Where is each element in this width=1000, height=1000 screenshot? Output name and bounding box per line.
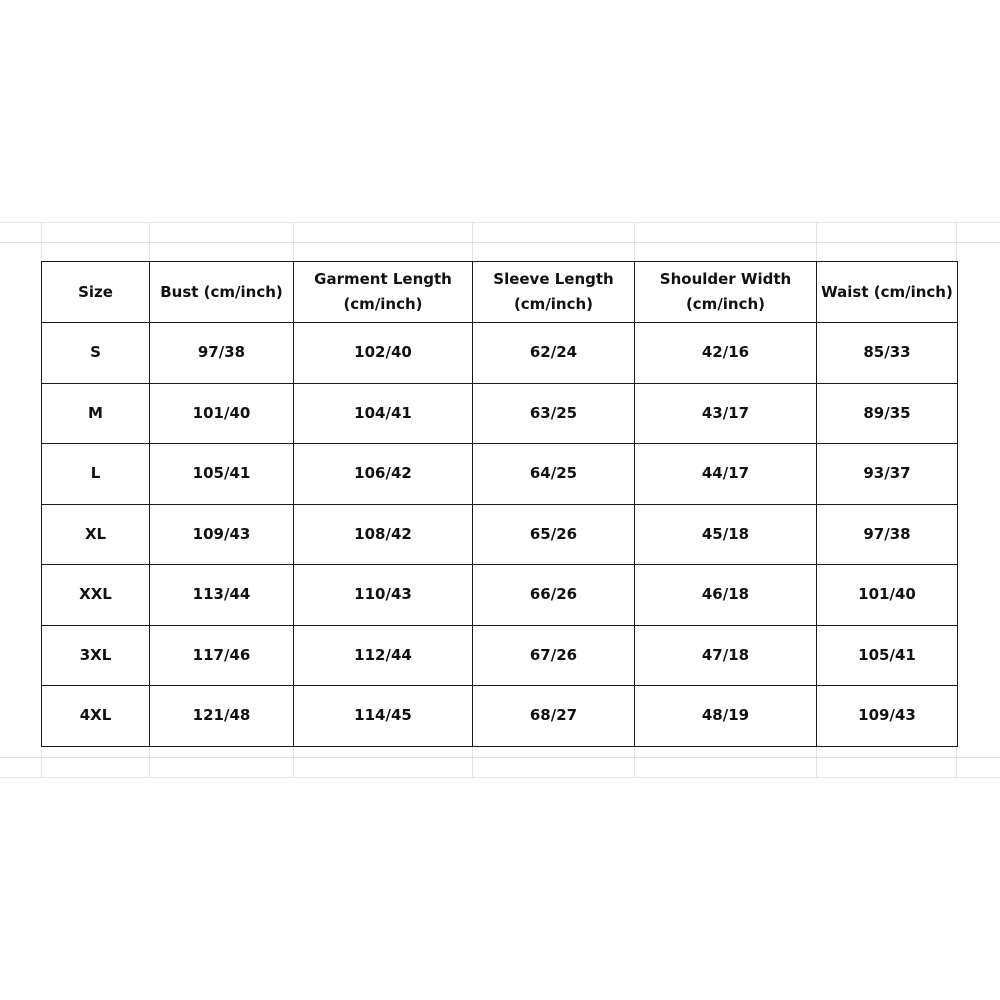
cell-size: M — [42, 383, 150, 444]
table-body — [42, 323, 958, 747]
cell-sleeve-length: 66/26 — [473, 565, 635, 626]
cell-bust: 113/44 — [150, 565, 294, 626]
cell-shoulder-width: 42/16 — [635, 323, 817, 384]
cell-garment-length: 106/42 — [294, 444, 473, 505]
column-header-shoulder-width: Shoulder Width (cm/inch) — [635, 262, 817, 323]
grid-line — [0, 777, 1000, 778]
cell-sleeve-length: 64/25 — [473, 444, 635, 505]
cell-garment-length: 114/45 — [294, 686, 473, 747]
cell-garment-length: 110/43 — [294, 565, 473, 626]
cell-size: S — [42, 323, 150, 384]
table-row — [42, 504, 958, 565]
cell-waist: 85/33 — [817, 323, 958, 384]
cell-bust: 117/46 — [150, 625, 294, 686]
cell-waist: 109/43 — [817, 686, 958, 747]
cell-waist: 93/37 — [817, 444, 958, 505]
cell-sleeve-length: 68/27 — [473, 686, 635, 747]
cell-shoulder-width: 48/19 — [635, 686, 817, 747]
cell-garment-length: 104/41 — [294, 383, 473, 444]
cell-waist: 89/35 — [817, 383, 958, 444]
cell-size: XXL — [42, 565, 150, 626]
cell-shoulder-width: 44/17 — [635, 444, 817, 505]
header-row — [42, 262, 958, 323]
cell-size: 3XL — [42, 625, 150, 686]
cell-sleeve-length: 67/26 — [473, 625, 635, 686]
cell-shoulder-width: 47/18 — [635, 625, 817, 686]
column-header-garment-length: Garment Length (cm/inch) — [294, 262, 473, 323]
column-header-waist: Waist (cm/inch) — [817, 262, 958, 323]
table-row — [42, 686, 958, 747]
cell-sleeve-length: 63/25 — [473, 383, 635, 444]
cell-garment-length: 112/44 — [294, 625, 473, 686]
cell-garment-length: 102/40 — [294, 323, 473, 384]
cell-size: 4XL — [42, 686, 150, 747]
cell-sleeve-length: 62/24 — [473, 323, 635, 384]
column-header-sleeve-length: Sleeve Length (cm/inch) — [473, 262, 635, 323]
cell-bust: 101/40 — [150, 383, 294, 444]
cell-sleeve-length: 65/26 — [473, 504, 635, 565]
cell-size: XL — [42, 504, 150, 565]
column-header-bust: Bust (cm/inch) — [150, 262, 294, 323]
grid-line — [0, 222, 1000, 223]
cell-shoulder-width: 45/18 — [635, 504, 817, 565]
cell-bust: 105/41 — [150, 444, 294, 505]
grid-line — [0, 242, 1000, 243]
cell-waist: 97/38 — [817, 504, 958, 565]
cell-bust: 121/48 — [150, 686, 294, 747]
column-header-size: Size — [42, 262, 150, 323]
cell-bust: 97/38 — [150, 323, 294, 384]
cell-size: L — [42, 444, 150, 505]
cell-garment-length: 108/42 — [294, 504, 473, 565]
table-header — [42, 262, 958, 323]
table-row — [42, 444, 958, 505]
table-row — [42, 323, 958, 384]
grid-line — [0, 757, 1000, 758]
cell-bust: 109/43 — [150, 504, 294, 565]
size-chart-table — [41, 261, 958, 747]
table-row — [42, 383, 958, 444]
cell-shoulder-width: 43/17 — [635, 383, 817, 444]
cell-shoulder-width: 46/18 — [635, 565, 817, 626]
table-row — [42, 565, 958, 626]
cell-waist: 101/40 — [817, 565, 958, 626]
table-row — [42, 625, 958, 686]
cell-waist: 105/41 — [817, 625, 958, 686]
